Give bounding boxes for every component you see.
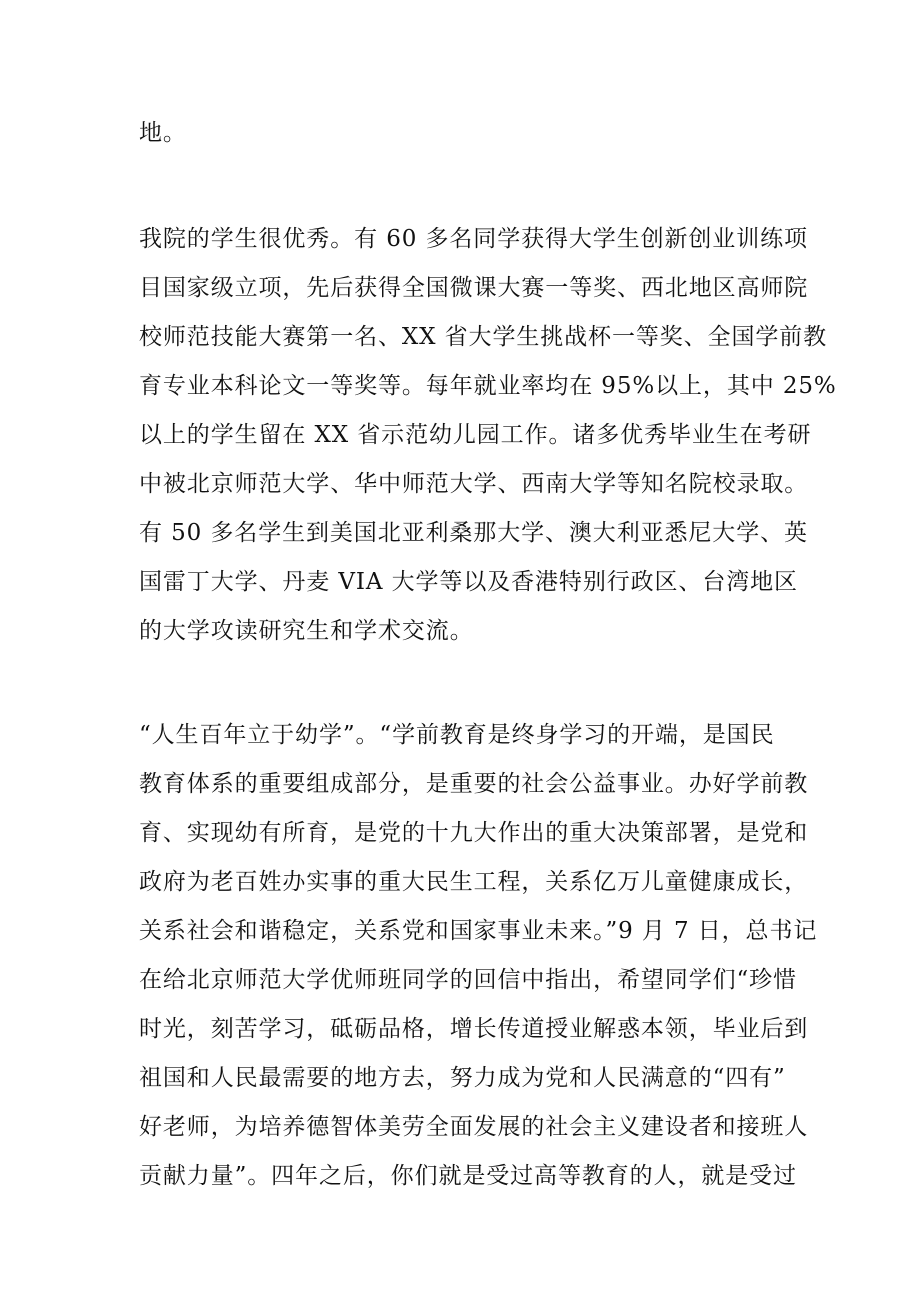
text-line: 育、实现幼有所育，是党的十九大作出的重大决策部署，是党和 bbox=[139, 820, 809, 846]
text-line: 贡献力量”。四年之后，你们就是受过高等教育的人，就是受过 bbox=[139, 1163, 797, 1189]
text-line: 育专业本科论文一等奖等。每年就业率均在 95%以上，其中 25% bbox=[139, 373, 837, 399]
text-line: 校师范技能大赛第一名、XX 省大学生挑战杯一等奖、全国学前教 bbox=[139, 324, 828, 350]
text-line: 国雷丁大学、丹麦 VIA 大学等以及香港特别行政区、台湾地区 bbox=[139, 569, 798, 595]
text-line: “人生百年立于幼学”。“学前教育是终身学习的开端，是国民 bbox=[139, 722, 775, 748]
text-line: 教育体系的重要组成部分，是重要的社会公益事业。办好学前教 bbox=[139, 771, 809, 797]
text-line: 关系社会和谐稳定，关系党和国家事业未来。”9 月 7 日，总书记 bbox=[139, 918, 818, 944]
text-line: 的大学攻读研究生和学术交流。 bbox=[139, 618, 474, 644]
text-line: 中被北京师范大学、华中师范大学、西南大学等知名院校录取。 bbox=[139, 471, 809, 497]
text-line: 祖国和人民最需要的地方去，努力成为党和人民满意的“四有” bbox=[139, 1065, 786, 1091]
text-line: 我院的学生很优秀。有 60 多名同学获得大学生创新创业训练项 bbox=[139, 226, 808, 252]
text-line: 好老师，为培养德智体美劳全面发展的社会主义建设者和接班人 bbox=[139, 1114, 809, 1140]
text-line: 有 50 多名学生到美国北亚利桑那大学、澳大利亚悉尼大学、英 bbox=[139, 520, 808, 546]
text-line: 以上的学生留在 XX 省示范幼儿园工作。诸多优秀毕业生在考研 bbox=[139, 422, 812, 448]
text-line: 目国家级立项，先后获得全国微课大赛一等奖、西北地区高师院 bbox=[139, 275, 809, 301]
text-line: 地。 bbox=[139, 120, 187, 146]
text-line: 时光，刻苦学习，砥砺品格，增长传道授业解惑本领，毕业后到 bbox=[139, 1016, 809, 1042]
text-line: 政府为老百姓办实事的重大民生工程，关系亿万儿童健康成长， bbox=[139, 869, 809, 895]
text-line: 在给北京师范大学优师班同学的回信中指出，希望同学们“珍惜 bbox=[139, 967, 797, 993]
